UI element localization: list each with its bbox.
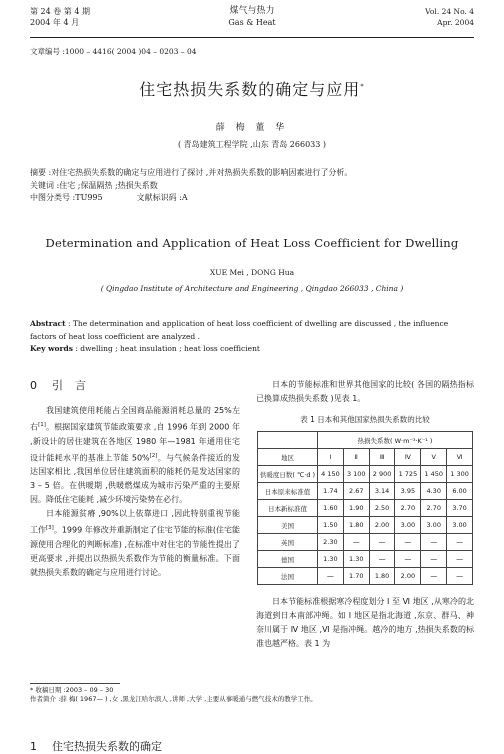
table-cell: 4.30 [421, 483, 447, 500]
abstract-en-label: Abstract [30, 319, 66, 328]
table-cell: — [447, 568, 473, 585]
title-cn-text: 住宅热损失系数的确定与应用 [139, 80, 361, 99]
row-label: 法国 [258, 568, 318, 585]
heat-loss-table [257, 431, 473, 585]
table-cell: 1.60 [318, 500, 344, 517]
table-cell: 1.70 [343, 568, 369, 585]
table-super-header-row [258, 432, 473, 449]
table-cell: — [318, 568, 344, 585]
abstract-cn-text: 摘要 :对住宅热损失系数的确定与应用进行了探讨 ,并对热损失系数的影响因素进行了分析。 [30, 168, 353, 177]
table-cell: 2.00 [369, 517, 395, 534]
intro-text [30, 404, 240, 580]
table-cell: 2.50 [369, 500, 395, 517]
table-row [258, 568, 473, 585]
classification-row [30, 192, 474, 205]
table-cell: — [369, 551, 395, 568]
table-row [258, 483, 473, 500]
table-cell: 1.30 [343, 551, 369, 568]
table-cell: — [369, 534, 395, 551]
issue-date-en: Apr. 2004 [437, 18, 474, 27]
table-cell: 3 100 [343, 466, 369, 483]
doc-code: 文献标识码 :A [136, 193, 188, 202]
keywords-en-text: : dwelling ; heat insulation ; heat loss coefficient [72, 344, 260, 353]
table-cell: — [447, 551, 473, 568]
table-cell: 3.00 [421, 517, 447, 534]
column-header-3: Ⅲ [369, 449, 395, 466]
table-cell: 4 150 [318, 466, 344, 483]
table-intro-paragraph: 日本的节能标准和世界其他国家的比较( 各国的隔热指标已换算成热损失系数 )见表 1。 [256, 380, 474, 403]
table-cell: 1.90 [343, 500, 369, 517]
right-column [256, 378, 474, 651]
abstract-en [30, 318, 474, 356]
table-cell: 1.50 [318, 517, 344, 534]
title-en: Determination and Application of Heat Loss Coefficient for Dwelling [45, 236, 459, 250]
table-cell: — [395, 534, 421, 551]
volume-issue: 第 24 卷 第 4 期 [30, 7, 90, 16]
abstract-en-text: : The determination and application of heat loss coefficient of dwelling are discussed , the influence factors of heat loss coefficient are analyzed . [30, 319, 449, 341]
table-cell: — [395, 551, 421, 568]
table-cell: 1.80 [369, 568, 395, 585]
table-cell: 2.70 [395, 500, 421, 517]
section-0-heading [30, 378, 240, 404]
authors-en: XUE Mei , DONG Hua [209, 268, 295, 277]
keywords-cn: 关键词 :住宅 ;保温隔热 ;热损失系数 [30, 180, 158, 190]
authors-cn: 薛 梅 董 华 [215, 123, 289, 133]
ref-2: [2] [149, 452, 158, 459]
intro-paragraph-2: 日本能源贫瘠 ,90%以上依靠进口 ,因此特别重视节能工作[3]。1999 年修改并重新制定了住宅节能的标准(住宅能源使用合理化的判断标准) ,在标准中对住宅的节能性提出了更高要求 ,并提出以热损失系数作为节能的衡量标准。下面就热损失系数的确定与应用进行讨论。 [30, 509, 240, 577]
row-label: 德国 [258, 551, 318, 568]
table-cell: 2.70 [421, 500, 447, 517]
table-cell: 3.14 [369, 483, 395, 500]
after-table-paragraph: 日本节能标准根据寒冷程度划分 Ⅰ 至 Ⅵ 地区 ,从寒冷的北海道到日本南部冲绳。如 Ⅰ 地区是指北海道 ,东京、群马、神奈川属于 Ⅳ 地区 ,Ⅵ 是指冲绳。越冷的地方 ,热损失系数的标准也越严格。表 1 为 [256, 597, 474, 648]
table-cell: 3.00 [447, 517, 473, 534]
abstract-cn [30, 167, 474, 205]
table-intro [256, 378, 474, 406]
column-header-5: Ⅴ [421, 449, 447, 466]
intro-paragraph-1: 我国建筑使用耗能占全国商品能源消耗总量的 25%左右[1]。根据国家建筑节能政策要求 ,自 1996 年到 2000 年 ,新设计的居住建筑在各地区 1980 年—1981 年通用住宅设计能耗水平的基准上节能 50%[2]。与气候条件接近的发达国家相比 ,我国单位居住建筑面积的能耗仍是发达国家的 3 – 5 倍。在供暖期 ,供暖燃煤成为城市污染严重的主要原因。降低住宅能耗 ,减少环境污染势在必行。 [30, 406, 241, 505]
table-cell: — [447, 534, 473, 551]
table-cell: 1 300 [447, 466, 473, 483]
article-number: 文章编号 :1000 – 4416( 2004 )04 – 0203 – 04 [30, 47, 197, 56]
row-label: 供暖度日数( ℃·d ) [258, 466, 318, 483]
issue-date-cn: 2004 年 4 月 [30, 18, 80, 27]
table-cell: 1 450 [421, 466, 447, 483]
table-cell: 2 900 [369, 466, 395, 483]
section-1-heading [30, 738, 162, 754]
table-cell: 1.30 [318, 551, 344, 568]
title-footnote-mark: * [360, 82, 365, 91]
table-cell: 1.74 [318, 483, 344, 500]
table-row [258, 466, 473, 483]
section-1-number: 1 [30, 740, 37, 753]
keywords-en-label: Key words [30, 344, 73, 353]
affiliation-cn: ( 青岛建筑工程学院 ,山东 青岛 266033 ) [177, 140, 327, 149]
header-right [425, 6, 474, 28]
table-header-row [258, 449, 473, 466]
table-cell: 1 725 [395, 466, 421, 483]
table-row [258, 517, 473, 534]
header-center [30, 6, 474, 28]
footnote-author: 作者简介 :薛 梅( 1967— ) ,女 ,黑龙江哈尔滨人 ,讲师 ,大学 ,主要从事暖通与燃气技术的教学工作。 [30, 695, 317, 703]
column-header-2: Ⅱ [343, 449, 369, 466]
table-cell: 1.80 [343, 517, 369, 534]
row-label: 日本原来标准值 [258, 483, 318, 500]
ref-3: [3] [46, 525, 54, 532]
table-cell: 3.00 [395, 517, 421, 534]
table-cell: — [421, 551, 447, 568]
column-header-6: Ⅵ [447, 449, 473, 466]
journal-name-en: Gas & Heat [228, 18, 276, 27]
row-label: 英国 [258, 534, 318, 551]
keywords-en-paragraph [30, 343, 474, 356]
table-corner [258, 432, 318, 449]
table-caption: 表 1 日本和其他国家热损失系数的比较 [300, 415, 430, 424]
volume-en: Vol. 24 No. 4 [425, 7, 474, 16]
table-cell: — [343, 534, 369, 551]
footnote [30, 686, 317, 704]
table-cell: 2.67 [343, 483, 369, 500]
row-label: 日本新标准值 [258, 500, 318, 517]
table-row [258, 551, 473, 568]
column-header-1: Ⅰ [318, 449, 344, 466]
table-cell: 2.00 [395, 568, 421, 585]
abstract-en-paragraph [30, 318, 474, 343]
journal-name-cn: 煤气与热力 [229, 6, 275, 16]
affiliation-en: ( Qingdao Institute of Architecture and Engineering , Qingdao 266033 , China ) [100, 284, 404, 293]
table-cell: 2.30 [318, 534, 344, 551]
table-cell: 3.70 [447, 500, 473, 517]
table-body [258, 466, 473, 585]
journal-header [30, 6, 474, 36]
table-cell: 3.95 [395, 483, 421, 500]
header-rule [30, 37, 474, 38]
after-table-text [256, 595, 474, 651]
title-cn [0, 77, 504, 100]
class-number: 中图分类号 :TU995 [30, 193, 103, 202]
ref-1: [1] [38, 422, 46, 428]
section-0-number: 0 [30, 379, 37, 392]
footnote-rule [30, 683, 120, 684]
table-row [258, 500, 473, 517]
table-cell: 6.00 [447, 483, 473, 500]
section-0-title: 引言 [52, 379, 98, 392]
footnote-received: * 收稿日期 :2003 – 09 – 30 [30, 686, 114, 694]
table-cell: — [421, 534, 447, 551]
row-label: 美国 [258, 517, 318, 534]
section-1-title: 住宅热损失系数的确定 [52, 740, 162, 753]
column-header-4: Ⅳ [395, 449, 421, 466]
column-header-region: 地区 [258, 449, 318, 466]
table-row [258, 534, 473, 551]
table-super-header: 热损失系数( W·m⁻³·K⁻¹ ) [318, 432, 473, 449]
table-cell: — [421, 568, 447, 585]
